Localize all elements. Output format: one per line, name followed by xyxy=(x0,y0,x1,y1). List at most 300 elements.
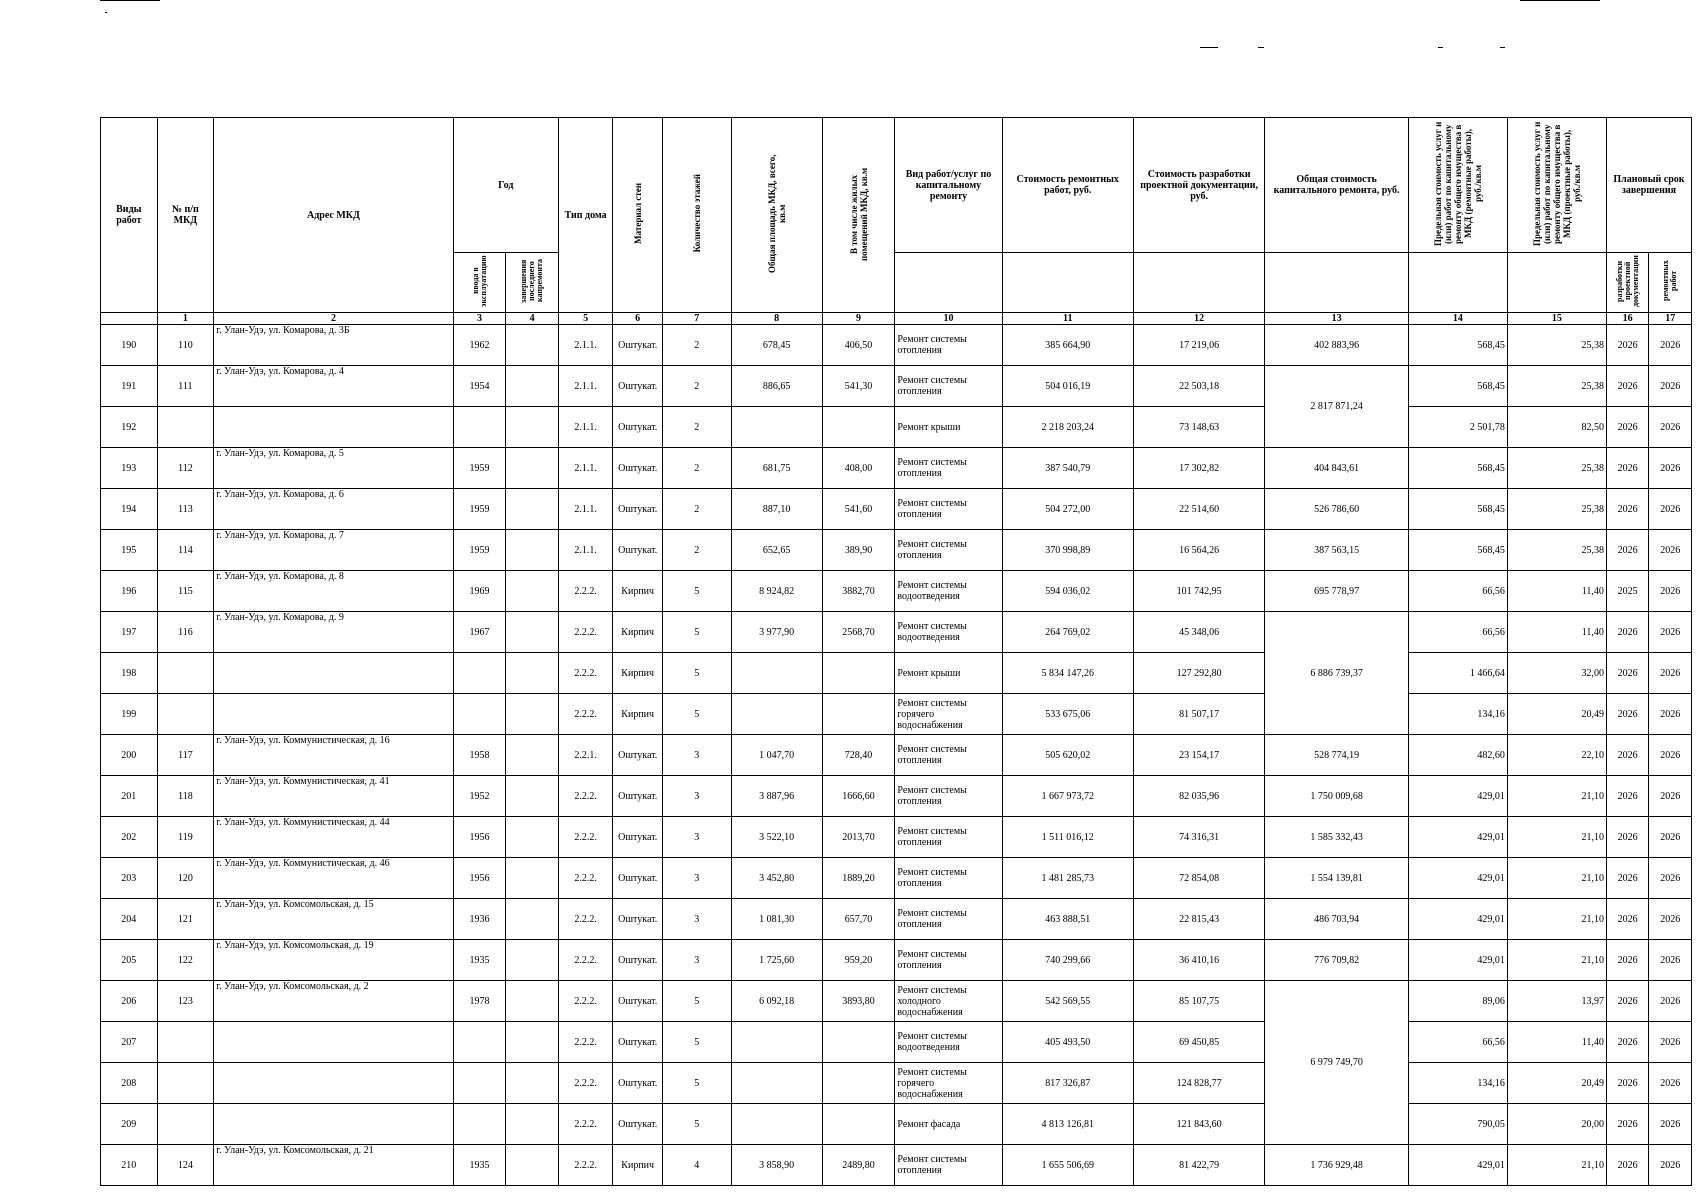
table-row xyxy=(101,940,1692,981)
cell-area-total: 3 522,10 xyxy=(731,817,822,858)
table-row xyxy=(101,735,1692,776)
cell-limit-work: 790,05 xyxy=(1408,1104,1507,1145)
cell-limit-work: 66,56 xyxy=(1408,571,1507,612)
cell-limit-work: 482,60 xyxy=(1408,735,1507,776)
cell-limit-design: 11,40 xyxy=(1507,1022,1606,1063)
cell-limit-design: 21,10 xyxy=(1507,776,1606,817)
cell-num: 112 xyxy=(157,448,214,489)
cell-vid: 200 xyxy=(101,735,158,776)
cell-num: 117 xyxy=(157,735,214,776)
cell-address: г. Улан-Удэ, ул. Комарова, д. 9 xyxy=(214,612,454,653)
cell-term-design: 2026 xyxy=(1606,981,1648,1022)
table-row xyxy=(101,776,1692,817)
cell-type: 2.2.2. xyxy=(558,571,613,612)
cell-limit-work: 568,45 xyxy=(1408,325,1507,366)
cell-cost-design: 69 450,85 xyxy=(1133,1022,1264,1063)
cell-cost-design: 22 815,43 xyxy=(1133,899,1264,940)
cell-limit-work: 66,56 xyxy=(1408,1022,1507,1063)
cell-num: 121 xyxy=(157,899,214,940)
cell-term-design: 2026 xyxy=(1606,407,1648,448)
cell-limit-work: 568,45 xyxy=(1408,530,1507,571)
colnum: 15 xyxy=(1507,313,1606,325)
cell-cost-work: 1 481 285,73 xyxy=(1002,858,1133,899)
cell-year-built xyxy=(453,407,506,448)
cell-floors: 5 xyxy=(662,612,731,653)
cell-area-total xyxy=(731,1063,822,1104)
cell-year-built xyxy=(453,694,506,735)
cell-area-total: 887,10 xyxy=(731,489,822,530)
cell-limit-design: 25,38 xyxy=(1507,325,1606,366)
cell-work: Ремонт системы отопления xyxy=(895,489,1002,530)
table-row xyxy=(101,489,1692,530)
cell-address: г. Улан-Удэ, ул. Комарова, д. 3Б xyxy=(214,325,454,366)
cell-type: 2.2.2. xyxy=(558,940,613,981)
cell-year-built: 1956 xyxy=(453,858,506,899)
cell-wall: Оштукат. xyxy=(613,817,663,858)
cell-year-repair xyxy=(506,366,559,407)
cell-year-built xyxy=(453,1022,506,1063)
cell-work: Ремонт системы отопления xyxy=(895,735,1002,776)
cell-vid: 191 xyxy=(101,366,158,407)
cell-address: г. Улан-Удэ, ул. Комарова, д. 7 xyxy=(214,530,454,571)
cell-cost-total-merged: 6 886 739,37 xyxy=(1265,612,1409,735)
cell-wall: Оштукат. xyxy=(613,1022,663,1063)
cell-cost-total: 526 786,60 xyxy=(1265,489,1409,530)
cell-wall: Оштукат. xyxy=(613,366,663,407)
cell-work: Ремонт системы отопления xyxy=(895,899,1002,940)
cell-area-living: 389,90 xyxy=(822,530,895,571)
cell-cost-total: 486 703,94 xyxy=(1265,899,1409,940)
table-row xyxy=(101,448,1692,489)
cell-year-built: 1935 xyxy=(453,940,506,981)
cell-cost-total: 1 750 009,68 xyxy=(1265,776,1409,817)
cell-wall: Кирпич xyxy=(613,653,663,694)
cell-year-built: 1959 xyxy=(453,448,506,489)
cell-cost-work: 1 667 973,72 xyxy=(1002,776,1133,817)
cell-cost-design: 72 854,08 xyxy=(1133,858,1264,899)
cell-vid: 195 xyxy=(101,530,158,571)
table-row xyxy=(101,325,1692,366)
cell-year-built: 1959 xyxy=(453,530,506,571)
cell-num: 111 xyxy=(157,366,214,407)
cell-num: 115 xyxy=(157,571,214,612)
cell-limit-design: 21,10 xyxy=(1507,1145,1606,1186)
cell-wall: Кирпич xyxy=(613,694,663,735)
cell-limit-work: 568,45 xyxy=(1408,489,1507,530)
cell-work: Ремонт системы горячего водоснабжения xyxy=(895,1063,1002,1104)
cell-cost-total: 404 843,61 xyxy=(1265,448,1409,489)
colnum: 11 xyxy=(1002,313,1133,325)
cell-vid: 190 xyxy=(101,325,158,366)
colnum: 8 xyxy=(731,313,822,325)
cell-vid: 199 xyxy=(101,694,158,735)
cell-limit-work: 1 466,64 xyxy=(1408,653,1507,694)
cell-year-repair xyxy=(506,530,559,571)
cell-area-living: 3893,80 xyxy=(822,981,895,1022)
cell-address: г. Улан-Удэ, ул. Коммунистическая, д. 16 xyxy=(214,735,454,776)
cell-limit-design: 25,38 xyxy=(1507,489,1606,530)
cell-cost-total: 695 778,97 xyxy=(1265,571,1409,612)
cell-year-built: 1952 xyxy=(453,776,506,817)
cell-address: г. Улан-Удэ, ул. Комсомольская, д. 15 xyxy=(214,899,454,940)
cell-limit-work: 429,01 xyxy=(1408,776,1507,817)
cell-area-total: 1 725,60 xyxy=(731,940,822,981)
cell-cost-work: 740 299,66 xyxy=(1002,940,1133,981)
cell-year-repair xyxy=(506,448,559,489)
cell-limit-work: 429,01 xyxy=(1408,899,1507,940)
cell-address: г. Улан-Удэ, ул. Комарова, д. 4 xyxy=(214,366,454,407)
cell-area-living: 3882,70 xyxy=(822,571,895,612)
cell-vid: 205 xyxy=(101,940,158,981)
cell-vid: 210 xyxy=(101,1145,158,1186)
cell-cost-work: 405 493,50 xyxy=(1002,1022,1133,1063)
cell-wall: Кирпич xyxy=(613,1145,663,1186)
cell-cost-design: 22 514,60 xyxy=(1133,489,1264,530)
cell-cost-design: 81 507,17 xyxy=(1133,694,1264,735)
cell-term-work: 2026 xyxy=(1649,776,1692,817)
cell-cost-design: 17 302,82 xyxy=(1133,448,1264,489)
cell-cost-work: 542 569,55 xyxy=(1002,981,1133,1022)
cell-work: Ремонт системы отопления xyxy=(895,776,1002,817)
table-row xyxy=(101,1104,1692,1145)
subheader-empty xyxy=(1133,253,1264,313)
header-cost-total: Общая стоимость капитального ремонта, руб. xyxy=(1265,118,1409,253)
cell-year-built: 1954 xyxy=(453,366,506,407)
cell-cost-total: 402 883,96 xyxy=(1265,325,1409,366)
cell-num: 124 xyxy=(157,1145,214,1186)
cell-type: 2.2.2. xyxy=(558,776,613,817)
cell-term-work: 2026 xyxy=(1649,1104,1692,1145)
cell-area-living: 959,20 xyxy=(822,940,895,981)
cell-term-work: 2026 xyxy=(1649,448,1692,489)
cell-area-total: 3 858,90 xyxy=(731,1145,822,1186)
table-row xyxy=(101,653,1692,694)
cell-year-built: 1956 xyxy=(453,817,506,858)
cell-vid: 208 xyxy=(101,1063,158,1104)
cell-type: 2.2.2. xyxy=(558,1104,613,1145)
cell-limit-work: 429,01 xyxy=(1408,817,1507,858)
subheader-empty xyxy=(1507,253,1606,313)
cell-cost-design: 82 035,96 xyxy=(1133,776,1264,817)
colnum: 1 xyxy=(157,313,214,325)
cell-work: Ремонт системы горячего водоснабжения xyxy=(895,694,1002,735)
colnum: 6 xyxy=(613,313,663,325)
cell-term-design: 2025 xyxy=(1606,571,1648,612)
cell-limit-design: 21,10 xyxy=(1507,817,1606,858)
header-address: Адрес МКД xyxy=(214,118,454,313)
cell-work: Ремонт системы отопления xyxy=(895,817,1002,858)
table-row xyxy=(101,1145,1692,1186)
cell-cost-design: 73 148,63 xyxy=(1133,407,1264,448)
cell-area-living xyxy=(822,1063,895,1104)
cell-limit-design: 13,97 xyxy=(1507,981,1606,1022)
cell-wall: Оштукат. xyxy=(613,1063,663,1104)
cell-area-total: 1 081,30 xyxy=(731,899,822,940)
cell-year-repair xyxy=(506,735,559,776)
subheader-empty xyxy=(895,253,1002,313)
cell-cost-design: 81 422,79 xyxy=(1133,1145,1264,1186)
cell-vid: 207 xyxy=(101,1022,158,1063)
table-row xyxy=(101,407,1692,448)
cell-limit-work: 429,01 xyxy=(1408,858,1507,899)
cell-cost-design: 121 843,60 xyxy=(1133,1104,1264,1145)
cell-area-living: 2568,70 xyxy=(822,612,895,653)
cell-vid: 196 xyxy=(101,571,158,612)
cell-limit-design: 25,38 xyxy=(1507,366,1606,407)
cell-year-repair xyxy=(506,940,559,981)
cell-cost-design: 16 564,26 xyxy=(1133,530,1264,571)
cell-floors: 4 xyxy=(662,1145,731,1186)
cell-area-total: 678,45 xyxy=(731,325,822,366)
cell-cost-work: 505 620,02 xyxy=(1002,735,1133,776)
cell-limit-work: 568,45 xyxy=(1408,366,1507,407)
cell-cost-total: 1 554 139,81 xyxy=(1265,858,1409,899)
table-row xyxy=(101,981,1692,1022)
cell-floors: 3 xyxy=(662,735,731,776)
cell-type: 2.1.1. xyxy=(558,366,613,407)
cell-area-living xyxy=(822,653,895,694)
cell-area-living xyxy=(822,694,895,735)
cell-type: 2.2.2. xyxy=(558,899,613,940)
cell-wall: Оштукат. xyxy=(613,407,663,448)
colnum: 14 xyxy=(1408,313,1507,325)
cell-area-total: 1 047,70 xyxy=(731,735,822,776)
colnum: 10 xyxy=(895,313,1002,325)
cell-limit-design: 32,00 xyxy=(1507,653,1606,694)
cell-work: Ремонт крыши xyxy=(895,407,1002,448)
header-cost-work: Стоимость ремонтных работ, руб. xyxy=(1002,118,1133,253)
cell-term-design: 2026 xyxy=(1606,653,1648,694)
cell-floors: 5 xyxy=(662,571,731,612)
cell-num: 116 xyxy=(157,612,214,653)
cell-floors: 5 xyxy=(662,1104,731,1145)
cell-cost-design: 124 828,77 xyxy=(1133,1063,1264,1104)
cell-area-living: 728,40 xyxy=(822,735,895,776)
cell-limit-work: 134,16 xyxy=(1408,1063,1507,1104)
cell-year-built xyxy=(453,653,506,694)
cell-address: г. Улан-Удэ, ул. Комсомольская, д. 2 xyxy=(214,981,454,1022)
cell-limit-design: 22,10 xyxy=(1507,735,1606,776)
cell-address: г. Улан-Удэ, ул. Коммунистическая, д. 44 xyxy=(214,817,454,858)
table-row xyxy=(101,1063,1692,1104)
cell-num xyxy=(157,407,214,448)
cell-cost-work: 2 218 203,24 xyxy=(1002,407,1133,448)
cell-term-design: 2026 xyxy=(1606,899,1648,940)
cell-year-repair xyxy=(506,325,559,366)
cell-num: 114 xyxy=(157,530,214,571)
subheader-term-design: разработки проектной документации xyxy=(1606,253,1648,313)
cell-cost-work: 817 326,87 xyxy=(1002,1063,1133,1104)
cell-year-repair xyxy=(506,1145,559,1186)
cell-vid: 193 xyxy=(101,448,158,489)
cell-year-built: 1962 xyxy=(453,325,506,366)
colnum: 4 xyxy=(506,313,559,325)
cell-floors: 2 xyxy=(662,407,731,448)
cell-num: 119 xyxy=(157,817,214,858)
cell-wall: Оштукат. xyxy=(613,981,663,1022)
header-wall: Материал стен xyxy=(613,118,663,313)
cell-year-repair xyxy=(506,1022,559,1063)
cell-cost-design: 23 154,17 xyxy=(1133,735,1264,776)
cell-num xyxy=(157,1104,214,1145)
cell-area-living: 2489,80 xyxy=(822,1145,895,1186)
cell-cost-total-merged: 2 817 871,24 xyxy=(1265,366,1409,448)
cell-vid: 209 xyxy=(101,1104,158,1145)
cell-term-work: 2026 xyxy=(1649,694,1692,735)
cell-address: г. Улан-Удэ, ул. Комарова, д. 5 xyxy=(214,448,454,489)
cell-limit-work: 429,01 xyxy=(1408,1145,1507,1186)
cell-num xyxy=(157,694,214,735)
colnum: 16 xyxy=(1606,313,1648,325)
cell-wall: Оштукат. xyxy=(613,530,663,571)
header-area-living: В том числе жилых помещений МКД, кв.м xyxy=(822,118,895,313)
cell-type: 2.2.1. xyxy=(558,735,613,776)
header-area-total: Общая площадь МКД, всего, кв.м xyxy=(731,118,822,313)
cell-limit-design: 20,49 xyxy=(1507,1063,1606,1104)
cell-area-living xyxy=(822,407,895,448)
header-cost-design: Стоимость разработки проектной документации, руб. xyxy=(1133,118,1264,253)
cell-limit-design: 20,00 xyxy=(1507,1104,1606,1145)
cell-type: 2.2.2. xyxy=(558,694,613,735)
cell-address: г. Улан-Удэ, ул. Комсомольская, д. 21 xyxy=(214,1145,454,1186)
cell-limit-design: 21,10 xyxy=(1507,940,1606,981)
cell-cost-work: 4 813 126,81 xyxy=(1002,1104,1133,1145)
cell-term-work: 2026 xyxy=(1649,366,1692,407)
cell-cost-design: 74 316,31 xyxy=(1133,817,1264,858)
cell-vid: 201 xyxy=(101,776,158,817)
colnum: 13 xyxy=(1265,313,1409,325)
cell-limit-design: 11,40 xyxy=(1507,571,1606,612)
cell-area-living xyxy=(822,1104,895,1145)
cell-num: 120 xyxy=(157,858,214,899)
cell-floors: 2 xyxy=(662,530,731,571)
cell-vid: 194 xyxy=(101,489,158,530)
cell-work: Ремонт системы отопления xyxy=(895,1145,1002,1186)
cell-floors: 2 xyxy=(662,325,731,366)
cell-type: 2.2.2. xyxy=(558,1063,613,1104)
cell-area-total xyxy=(731,407,822,448)
cell-year-repair xyxy=(506,653,559,694)
cell-address xyxy=(214,1022,454,1063)
cell-num: 122 xyxy=(157,940,214,981)
cell-term-design: 2026 xyxy=(1606,325,1648,366)
cell-work: Ремонт фасада xyxy=(895,1104,1002,1145)
cell-term-design: 2026 xyxy=(1606,1063,1648,1104)
cell-wall: Оштукат. xyxy=(613,735,663,776)
colnum: 12 xyxy=(1133,313,1264,325)
header-year: Год xyxy=(453,118,558,253)
cell-limit-design: 21,10 xyxy=(1507,858,1606,899)
cell-year-built: 1959 xyxy=(453,489,506,530)
cell-term-work: 2026 xyxy=(1649,489,1692,530)
cell-year-repair xyxy=(506,612,559,653)
cell-year-repair xyxy=(506,817,559,858)
cell-year-built xyxy=(453,1063,506,1104)
cell-work: Ремонт системы отопления xyxy=(895,448,1002,489)
cell-address xyxy=(214,694,454,735)
cell-num: 123 xyxy=(157,981,214,1022)
cell-term-design: 2026 xyxy=(1606,366,1648,407)
cell-term-work: 2026 xyxy=(1649,858,1692,899)
cell-vid: 206 xyxy=(101,981,158,1022)
cell-vid: 202 xyxy=(101,817,158,858)
subheader-year-built: ввода в эксплуатацию xyxy=(453,253,506,313)
cell-cost-total: 1 585 332,43 xyxy=(1265,817,1409,858)
cell-area-living: 1666,60 xyxy=(822,776,895,817)
cell-area-living: 541,60 xyxy=(822,489,895,530)
cell-address: г. Улан-Удэ, ул. Комарова, д. 6 xyxy=(214,489,454,530)
cell-limit-work: 429,01 xyxy=(1408,940,1507,981)
cell-term-design: 2026 xyxy=(1606,1104,1648,1145)
cell-year-repair xyxy=(506,489,559,530)
header-floors: Количество этажей xyxy=(662,118,731,313)
cell-address xyxy=(214,407,454,448)
cell-type: 2.1.1. xyxy=(558,448,613,489)
cell-area-living: 2013,70 xyxy=(822,817,895,858)
cell-num: 118 xyxy=(157,776,214,817)
cell-floors: 5 xyxy=(662,694,731,735)
cell-term-work: 2026 xyxy=(1649,407,1692,448)
cell-num xyxy=(157,1063,214,1104)
cell-term-design: 2026 xyxy=(1606,530,1648,571)
cell-year-built: 1935 xyxy=(453,1145,506,1186)
header-limit-design: Предельная стоимость услуг и (или) работ по капитальному ремонту общего имущества в МКД (проектные работы), руб./кв.м xyxy=(1507,118,1606,253)
cell-limit-design: 11,40 xyxy=(1507,612,1606,653)
cell-cost-design: 127 292,80 xyxy=(1133,653,1264,694)
cell-cost-work: 387 540,79 xyxy=(1002,448,1133,489)
cell-year-repair xyxy=(506,858,559,899)
cell-cost-work: 463 888,51 xyxy=(1002,899,1133,940)
cell-floors: 5 xyxy=(662,1022,731,1063)
cell-area-total xyxy=(731,653,822,694)
cell-cost-work: 504 016,19 xyxy=(1002,366,1133,407)
cell-num xyxy=(157,1022,214,1063)
cell-floors: 5 xyxy=(662,1063,731,1104)
cell-term-work: 2026 xyxy=(1649,1145,1692,1186)
cell-limit-work: 2 501,78 xyxy=(1408,407,1507,448)
cell-area-living: 1889,20 xyxy=(822,858,895,899)
cell-year-repair xyxy=(506,571,559,612)
cell-area-total: 886,65 xyxy=(731,366,822,407)
colnum: 3 xyxy=(453,313,506,325)
cell-wall: Оштукат. xyxy=(613,940,663,981)
cell-term-design: 2026 xyxy=(1606,694,1648,735)
capital-repair-table xyxy=(100,117,1692,1186)
cell-type: 2.2.2. xyxy=(558,612,613,653)
cell-limit-design: 20,49 xyxy=(1507,694,1606,735)
cell-type: 2.2.2. xyxy=(558,653,613,694)
cell-type: 2.1.1. xyxy=(558,530,613,571)
colnum: 2 xyxy=(214,313,454,325)
cell-type: 2.1.1. xyxy=(558,325,613,366)
cell-cost-work: 264 769,02 xyxy=(1002,612,1133,653)
cell-floors: 3 xyxy=(662,817,731,858)
cell-work: Ремонт системы холодного водоснабжения xyxy=(895,981,1002,1022)
cell-work: Ремонт системы отопления xyxy=(895,858,1002,899)
cell-address: г. Улан-Удэ, ул. Комарова, д. 8 xyxy=(214,571,454,612)
cell-cost-design: 36 410,16 xyxy=(1133,940,1264,981)
colnum: 17 xyxy=(1649,313,1692,325)
cell-address: г. Улан-Удэ, ул. Коммунистическая, д. 46 xyxy=(214,858,454,899)
cell-term-design: 2026 xyxy=(1606,940,1648,981)
subheader-empty xyxy=(1265,253,1409,313)
cell-cost-total: 387 563,15 xyxy=(1265,530,1409,571)
cell-cost-work: 5 834 147,26 xyxy=(1002,653,1133,694)
cell-address xyxy=(214,1104,454,1145)
cell-type: 2.1.1. xyxy=(558,407,613,448)
subheader-empty xyxy=(1002,253,1133,313)
cell-wall: Кирпич xyxy=(613,612,663,653)
